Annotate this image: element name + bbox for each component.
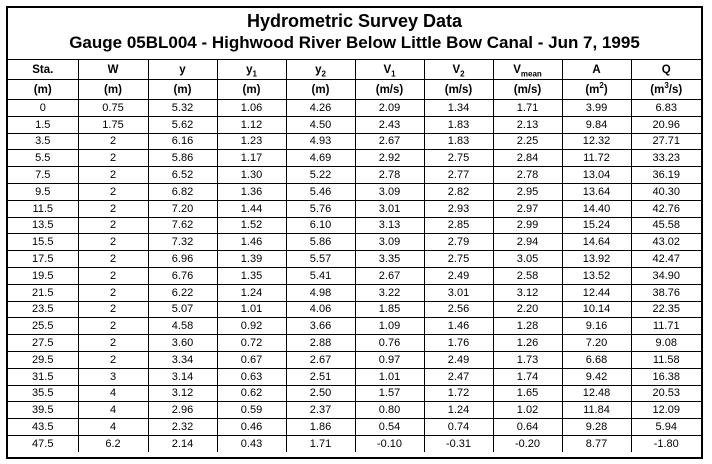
table-cell: 2.75 [424, 150, 493, 167]
table-cell: 2.93 [424, 200, 493, 217]
table-cell: 40.30 [631, 183, 701, 200]
table-cell: 3.01 [424, 284, 493, 301]
table-cell: 19.5 [8, 267, 78, 284]
table-cell: 42.47 [631, 251, 701, 268]
table-cell: 2 [78, 217, 148, 234]
table-cell: 0.62 [217, 385, 286, 402]
table-cell: 2.94 [493, 234, 562, 251]
table-cell: 2.67 [355, 267, 424, 284]
table-cell: 9.84 [562, 116, 631, 133]
table-cell: 2.32 [148, 419, 217, 436]
table-cell: 2.67 [286, 351, 355, 368]
table-cell: 0.75 [78, 100, 148, 117]
table-cell: 9.16 [562, 318, 631, 335]
table-cell: 1.83 [424, 116, 493, 133]
table-cell: 1.76 [424, 335, 493, 352]
table-cell: 47.5 [8, 435, 78, 451]
table-cell: 3.5 [8, 133, 78, 150]
table-cell: 2.78 [493, 167, 562, 184]
table-cell: 11.58 [631, 351, 701, 368]
table-cell: 4.06 [286, 301, 355, 318]
table-cell: 3.13 [355, 217, 424, 234]
table-cell: 5.86 [148, 150, 217, 167]
table-cell: 5.57 [286, 251, 355, 268]
table-row [8, 419, 701, 436]
table-cell: 25.5 [8, 318, 78, 335]
table-cell: 6.82 [148, 183, 217, 200]
table-cell: 2.88 [286, 335, 355, 352]
table-cell: 45.58 [631, 217, 701, 234]
table-cell: 2.99 [493, 217, 562, 234]
table-cell: 13.64 [562, 183, 631, 200]
table-cell: 1.86 [286, 419, 355, 436]
column-header: $y_2$ [286, 60, 355, 80]
table-cell: 2.92 [355, 150, 424, 167]
table-cell: 36.19 [631, 167, 701, 184]
table-cell: 35.5 [8, 385, 78, 402]
table-cell: 2.95 [493, 183, 562, 200]
table-cell: 2.49 [424, 351, 493, 368]
table-cell: 3.12 [148, 385, 217, 402]
table-cell: 1.01 [355, 368, 424, 385]
table-cell: 6.76 [148, 267, 217, 284]
table-cell: 1.36 [217, 183, 286, 200]
table-cell: 1.44 [217, 200, 286, 217]
table-cell: 2.25 [493, 133, 562, 150]
column-header: $y_1$ [217, 60, 286, 80]
table-cell: 15.24 [562, 217, 631, 234]
table-cell: 6.83 [631, 100, 701, 117]
table-cell: 6.22 [148, 284, 217, 301]
table-cell: 27.71 [631, 133, 701, 150]
table-cell: 2 [78, 133, 148, 150]
table-cell: 3.01 [355, 200, 424, 217]
table-cell: 14.40 [562, 200, 631, 217]
column-unit: (m) [217, 80, 286, 100]
table-cell: 4.69 [286, 150, 355, 167]
table-cell: 2.82 [424, 183, 493, 200]
table-cell: 2.78 [355, 167, 424, 184]
table-cell: 1.46 [424, 318, 493, 335]
table-cell: 42.76 [631, 200, 701, 217]
table-cell: 43.5 [8, 419, 78, 436]
table-cell: 1.73 [493, 351, 562, 368]
table-row [8, 435, 701, 451]
table-cell: 3.22 [355, 284, 424, 301]
table-cell: 2.58 [493, 267, 562, 284]
column-unit: (m) [8, 80, 78, 100]
title-block [8, 8, 701, 59]
table-cell: 7.20 [562, 335, 631, 352]
table-cell: 2 [78, 351, 148, 368]
column-unit: (m/s) [424, 80, 493, 100]
table-cell: 7.20 [148, 200, 217, 217]
column-unit: (m/s) [493, 80, 562, 100]
table-cell: 13.52 [562, 267, 631, 284]
table-cell: 39.5 [8, 402, 78, 419]
table-cell: 20.96 [631, 116, 701, 133]
table-cell: 1.28 [493, 318, 562, 335]
table-row [8, 183, 701, 200]
table-cell: 2.50 [286, 385, 355, 402]
table-cell: 0.74 [424, 419, 493, 436]
table-cell: 16.38 [631, 368, 701, 385]
column-header: Sta. [8, 60, 78, 80]
table-cell: 0.54 [355, 419, 424, 436]
column-header: $V_{mean}$ [493, 60, 562, 80]
table-cell: 11.72 [562, 150, 631, 167]
table-row [8, 318, 701, 335]
table-cell: 0 [8, 100, 78, 117]
table-cell: 4.26 [286, 100, 355, 117]
table-cell: 11.5 [8, 200, 78, 217]
table-row [8, 351, 701, 368]
header-row-units [8, 80, 701, 100]
table-cell: 8.77 [562, 435, 631, 451]
table-cell: 2.97 [493, 200, 562, 217]
table-row [8, 335, 701, 352]
table-cell: 2.84 [493, 150, 562, 167]
table-cell: 12.32 [562, 133, 631, 150]
column-header: W [78, 60, 148, 80]
table-cell: 0.63 [217, 368, 286, 385]
table-cell: 4 [78, 402, 148, 419]
table-cell: 2.37 [286, 402, 355, 419]
table-row [8, 385, 701, 402]
table-cell: 14.64 [562, 234, 631, 251]
table-cell: 2.51 [286, 368, 355, 385]
table-cell: 3.05 [493, 251, 562, 268]
table-cell: 7.62 [148, 217, 217, 234]
table-cell: 2 [78, 150, 148, 167]
table-row [8, 234, 701, 251]
table-row [8, 217, 701, 234]
table-cell: 0.59 [217, 402, 286, 419]
table-cell: 21.5 [8, 284, 78, 301]
table-cell: 9.42 [562, 368, 631, 385]
table-cell: 0.46 [217, 419, 286, 436]
table-cell: 2.20 [493, 301, 562, 318]
survey-table [8, 59, 701, 452]
table-cell: 13.5 [8, 217, 78, 234]
table-cell: 3.99 [562, 100, 631, 117]
table-cell: 34.90 [631, 267, 701, 284]
table-cell: 5.76 [286, 200, 355, 217]
table-cell: 1.06 [217, 100, 286, 117]
table-cell: 12.48 [562, 385, 631, 402]
table-row [8, 251, 701, 268]
table-cell: 5.46 [286, 183, 355, 200]
table-cell: 2.75 [424, 251, 493, 268]
table-cell: 33.23 [631, 150, 701, 167]
column-header: $V_1$ [355, 60, 424, 80]
column-header: Q [631, 60, 701, 80]
column-unit: $(m^2)$ [562, 80, 631, 100]
table-cell: 4 [78, 419, 148, 436]
table-body [8, 100, 701, 452]
table-cell: 12.09 [631, 402, 701, 419]
sheet-subtitle: Gauge 05BL004 - Highwood River Below Little Bow Canal - Jun 7, 1995 [69, 33, 640, 52]
table-cell: 5.41 [286, 267, 355, 284]
table-cell: 6.96 [148, 251, 217, 268]
table-cell: 2 [78, 183, 148, 200]
table-cell: 4 [78, 385, 148, 402]
table-row [8, 368, 701, 385]
table-cell: 1.57 [355, 385, 424, 402]
column-unit: (m) [286, 80, 355, 100]
table-cell: 2.13 [493, 116, 562, 133]
table-cell: 1.85 [355, 301, 424, 318]
table-cell: 2.56 [424, 301, 493, 318]
table-cell: 9.08 [631, 335, 701, 352]
table-cell: 31.5 [8, 368, 78, 385]
table-cell: 6.2 [78, 435, 148, 451]
table-cell: 2 [78, 234, 148, 251]
column-header: y [148, 60, 217, 80]
table-cell: 20.53 [631, 385, 701, 402]
table-cell: 3.35 [355, 251, 424, 268]
table-cell: 1.52 [217, 217, 286, 234]
table-cell: 2.43 [355, 116, 424, 133]
table-cell: 9.5 [8, 183, 78, 200]
table-cell: 3.09 [355, 234, 424, 251]
table-cell: 0.64 [493, 419, 562, 436]
table-row [8, 301, 701, 318]
sheet-title: Hydrometric Survey Data [246, 11, 463, 31]
table-cell: 29.5 [8, 351, 78, 368]
table-cell: 0.80 [355, 402, 424, 419]
table-cell: 6.16 [148, 133, 217, 150]
table-cell: 1.24 [217, 284, 286, 301]
table-cell: 5.22 [286, 167, 355, 184]
table-cell: 11.71 [631, 318, 701, 335]
table-cell: -0.31 [424, 435, 493, 451]
table-cell: 0.43 [217, 435, 286, 451]
table-cell: 3.14 [148, 368, 217, 385]
table-cell: 5.62 [148, 116, 217, 133]
survey-data-sheet [6, 6, 703, 459]
table-cell: 0.67 [217, 351, 286, 368]
table-cell: 12.44 [562, 284, 631, 301]
table-cell: 2.96 [148, 402, 217, 419]
table-cell: 6.68 [562, 351, 631, 368]
column-unit: (m/s) [355, 80, 424, 100]
table-cell: 0.72 [217, 335, 286, 352]
table-row [8, 100, 701, 117]
table-cell: 1.23 [217, 133, 286, 150]
table-cell: 7.5 [8, 167, 78, 184]
table-cell: -0.20 [493, 435, 562, 451]
table-cell: 1.30 [217, 167, 286, 184]
table-cell: 0.76 [355, 335, 424, 352]
table-row [8, 200, 701, 217]
table-cell: 2 [78, 267, 148, 284]
table-cell: 2 [78, 284, 148, 301]
table-cell: 2 [78, 301, 148, 318]
column-unit: (m) [78, 80, 148, 100]
table-cell: 2 [78, 318, 148, 335]
header-row-names [8, 60, 701, 80]
table-cell: 1.09 [355, 318, 424, 335]
table-cell: 1.17 [217, 150, 286, 167]
table-cell: 2.67 [355, 133, 424, 150]
table-cell: 1.02 [493, 402, 562, 419]
table-cell: 22.35 [631, 301, 701, 318]
table-cell: 5.5 [8, 150, 78, 167]
table-cell: 2.77 [424, 167, 493, 184]
column-unit: (m) [148, 80, 217, 100]
table-cell: 27.5 [8, 335, 78, 352]
table-cell: 5.07 [148, 301, 217, 318]
table-cell: 3.34 [148, 351, 217, 368]
table-cell: 10.14 [562, 301, 631, 318]
table-cell: 3.09 [355, 183, 424, 200]
table-cell: 1.01 [217, 301, 286, 318]
table-cell: -0.10 [355, 435, 424, 451]
column-unit: $(m^3/s)$ [631, 80, 701, 100]
table-cell: 2.79 [424, 234, 493, 251]
table-row [8, 267, 701, 284]
table-cell: 1.65 [493, 385, 562, 402]
table-cell: 7.32 [148, 234, 217, 251]
table-cell: 3.60 [148, 335, 217, 352]
table-row [8, 116, 701, 133]
table-cell: 4.58 [148, 318, 217, 335]
table-row [8, 133, 701, 150]
table-cell: 1.39 [217, 251, 286, 268]
table-cell: 2 [78, 251, 148, 268]
table-cell: 3 [78, 368, 148, 385]
table-cell: 5.86 [286, 234, 355, 251]
table-cell: 3.66 [286, 318, 355, 335]
table-cell: 0.92 [217, 318, 286, 335]
table-cell: 23.5 [8, 301, 78, 318]
table-row [8, 150, 701, 167]
column-header: A [562, 60, 631, 80]
table-cell: 3.12 [493, 284, 562, 301]
table-cell: 2.47 [424, 368, 493, 385]
table-cell: 1.74 [493, 368, 562, 385]
table-row [8, 402, 701, 419]
table-cell: 38.76 [631, 284, 701, 301]
table-cell: 2.85 [424, 217, 493, 234]
table-cell: 2 [78, 167, 148, 184]
table-cell: 2 [78, 335, 148, 352]
table-cell: 15.5 [8, 234, 78, 251]
table-cell: 1.24 [424, 402, 493, 419]
table-cell: 1.12 [217, 116, 286, 133]
table-cell: 1.26 [493, 335, 562, 352]
table-cell: 1.75 [78, 116, 148, 133]
table-cell: 1.34 [424, 100, 493, 117]
table-cell: 13.92 [562, 251, 631, 268]
table-cell: 11.84 [562, 402, 631, 419]
table-cell: 1.71 [286, 435, 355, 451]
table-cell: 13.04 [562, 167, 631, 184]
table-cell: 1.5 [8, 116, 78, 133]
table-cell: -1.80 [631, 435, 701, 451]
table-cell: 1.35 [217, 267, 286, 284]
table-cell: 43.02 [631, 234, 701, 251]
table-cell: 1.72 [424, 385, 493, 402]
table-cell: 9.28 [562, 419, 631, 436]
table-cell: 0.97 [355, 351, 424, 368]
table-cell: 2 [78, 200, 148, 217]
table-cell: 1.83 [424, 133, 493, 150]
table-row [8, 284, 701, 301]
table-cell: 5.94 [631, 419, 701, 436]
table-cell: 1.46 [217, 234, 286, 251]
table-cell: 4.93 [286, 133, 355, 150]
table-cell: 2.14 [148, 435, 217, 451]
table-row [8, 167, 701, 184]
table-cell: 4.98 [286, 284, 355, 301]
table-cell: 5.32 [148, 100, 217, 117]
table-cell: 6.10 [286, 217, 355, 234]
table-cell: 2.49 [424, 267, 493, 284]
table-cell: 4.50 [286, 116, 355, 133]
table-cell: 17.5 [8, 251, 78, 268]
table-cell: 2.09 [355, 100, 424, 117]
column-header: $V_2$ [424, 60, 493, 80]
table-cell: 1.71 [493, 100, 562, 117]
table-cell: 6.52 [148, 167, 217, 184]
